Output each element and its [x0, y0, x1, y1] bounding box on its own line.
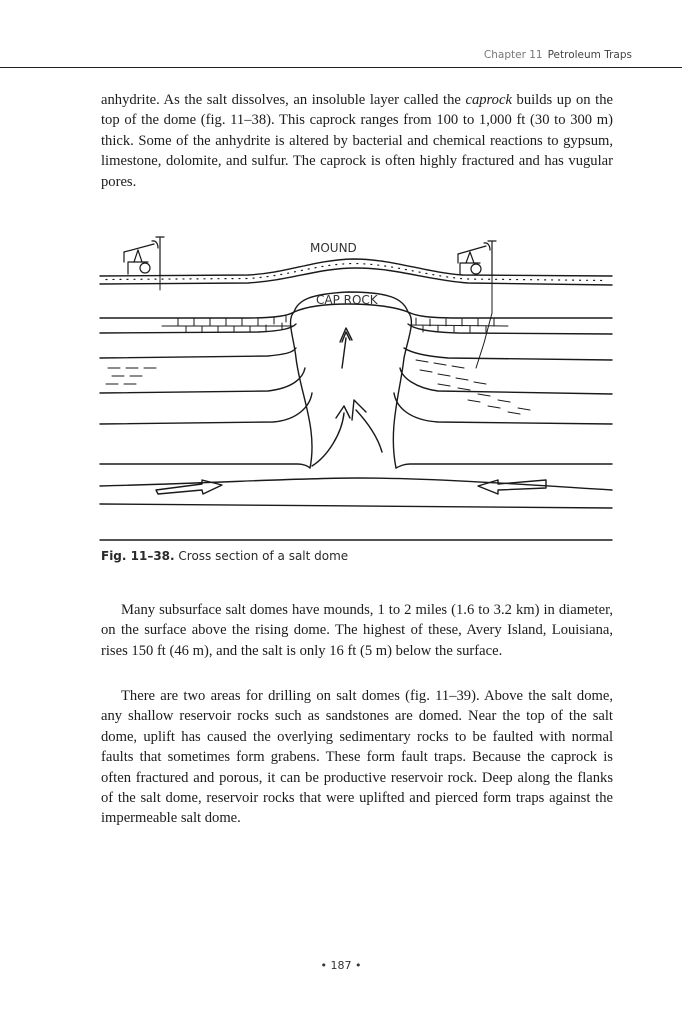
layer-1-right	[408, 312, 612, 318]
salt-dome-diagram	[98, 228, 618, 546]
layer-5-right	[394, 393, 612, 424]
arrow-flow-right	[156, 480, 222, 494]
running-head-chapter: Chapter 11	[483, 49, 543, 61]
layer-3-right	[404, 348, 612, 360]
salt-dome-figure	[98, 228, 618, 546]
paragraph-caprock-part1: anhydrite. As the salt dissolves, an insoluble layer called the	[101, 92, 466, 108]
paragraph-drilling: There are two areas for drilling on salt domes (fig. 11–39). Above the salt dome, any shallow reservoir rocks such as sandstones are domed. Near the top of the salt dome, uplift has caused the overlying sedimentary rocks to be faulted with normal faults that sometimes form grabens. These form fault traps. Because the caprock is often fractured and porous, it can be productive reservoir rock. Deep along the flanks of the salt dome, reservoir rocks that were uplifted and pierced form traps against the impermeable salt dome.	[101, 688, 613, 827]
surface-sand-dots	[106, 264, 606, 281]
layer-3-left	[100, 348, 296, 358]
paragraph-mounds: Many subsurface salt domes have mounds, 1 to 2 miles (1.6 to 3.2 km) in diameter, on the surface above the rising dome. The highest of these, Avery Island, Louisiana, rises 150 ft (46 m), and the salt is only 16 ft (5 m) below the surface.	[101, 602, 613, 659]
figure-caption-text: Cross section of a salt dome	[174, 549, 349, 563]
salt-dome-left-flank	[291, 312, 313, 468]
layer-4-left	[100, 368, 305, 393]
layer-1-left	[100, 312, 294, 318]
deep-layer-2	[100, 504, 612, 508]
shale-pattern-right	[416, 360, 530, 414]
pumpjack-right-icon	[458, 241, 496, 276]
figure-caption-number: Fig. 11–38.	[101, 549, 175, 563]
header-rule	[0, 67, 682, 68]
layer-6-right	[396, 464, 612, 468]
layer-2-left	[100, 324, 296, 333]
paragraph-caprock-term: caprock	[465, 92, 512, 108]
figure-caption	[101, 549, 348, 563]
layer-5-left	[100, 393, 312, 424]
running-head-section: Petroleum Traps	[547, 49, 632, 61]
arrow-up-right	[352, 400, 382, 452]
arrow-up-top	[340, 328, 352, 368]
page-number: • 187 •	[320, 959, 362, 972]
arrow-up-left	[312, 406, 350, 466]
salt-dome-right-flank	[393, 312, 411, 468]
paragraph-caprock-part2: builds up on the top of the dome (fig. 11–38). This caprock ranges from 100 to 1,000 ft (30 to 300 m) thick. Some of the anhydrite is altered by bacterial and chemical reactions to gypsum, limestone, dolomite, and sulfur. The caprock is often highly fractured and has vugular pores.	[101, 92, 613, 190]
surface-sand-base-line	[100, 268, 612, 285]
paragraph-caprock	[101, 90, 613, 192]
label-caprock: CAP ROCK	[316, 293, 378, 307]
pumpjack-left-icon	[124, 237, 164, 276]
running-head	[484, 49, 632, 61]
shale-pattern-left	[106, 368, 156, 384]
layer-6-left	[100, 464, 310, 468]
label-mound: MOUND	[310, 241, 357, 255]
